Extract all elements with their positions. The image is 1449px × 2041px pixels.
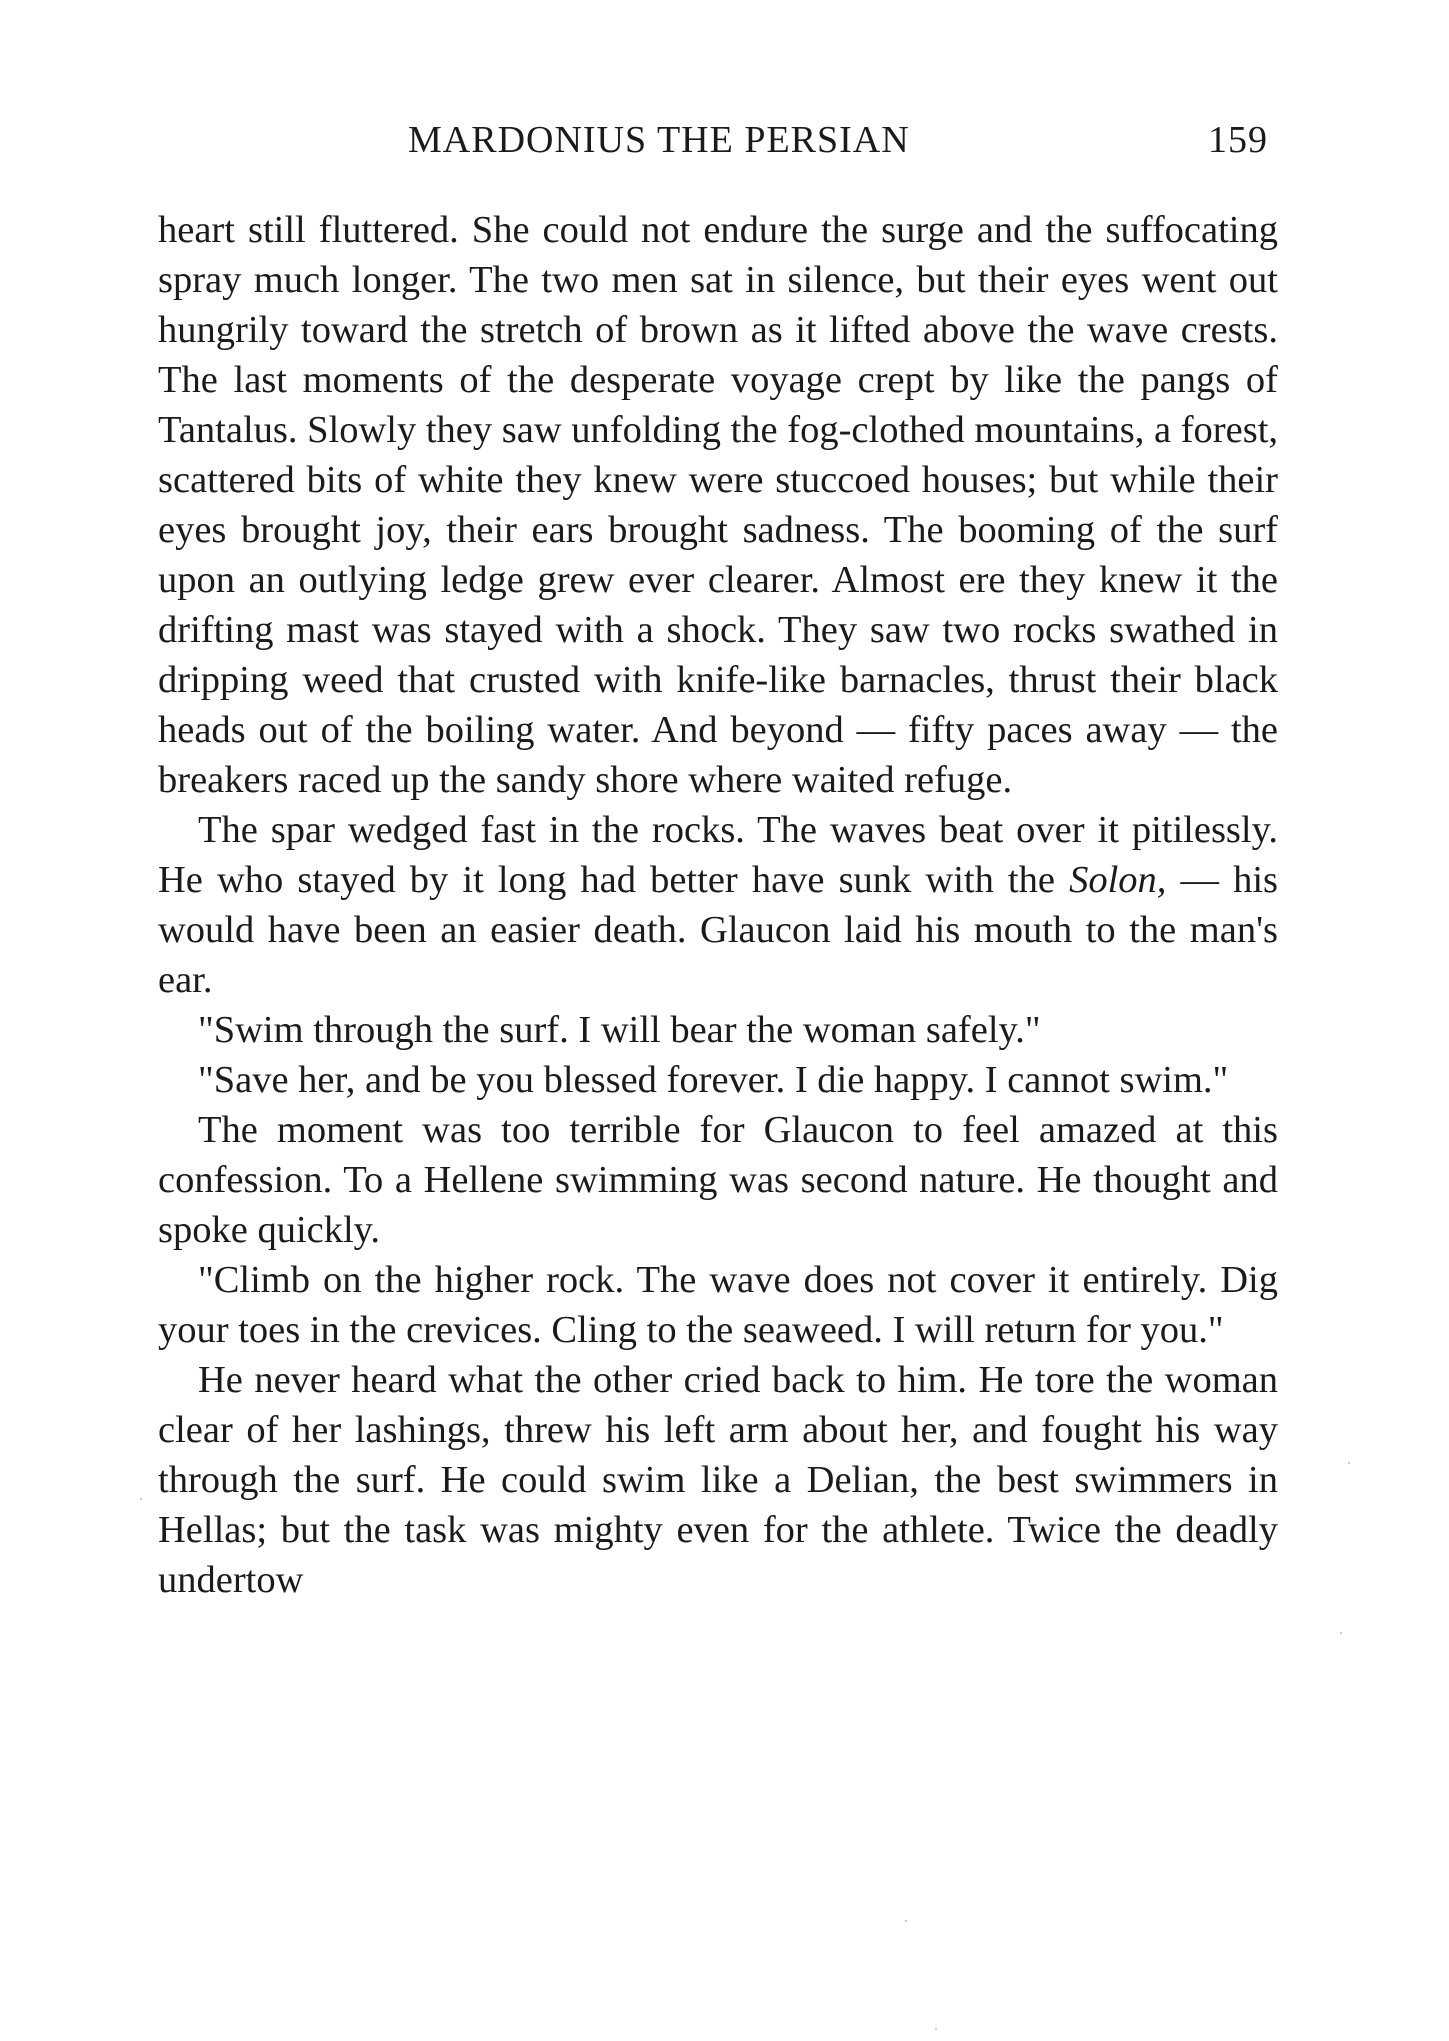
paragraph-5: The moment was too terrible for Glaucon to feel amazed at this confession. To a Hellene swimming was second nature. He thought and spoke quickly. xyxy=(158,1109,1278,1251)
page-number: 159 xyxy=(1208,119,1268,161)
paragraph-4: "Save her, and be you blessed forever. I die happy. I cannot swim." xyxy=(198,1059,1229,1101)
paragraph-2-text-before: The spar wedged fast in the rocks. The waves beat over it pitilessly. He who stayed by it long had better have sunk with the xyxy=(158,809,1278,901)
paper-speck xyxy=(905,1920,907,1922)
paper-speck xyxy=(1340,1632,1342,1634)
paper-speck xyxy=(1348,1462,1350,1464)
paper-speck xyxy=(935,2028,937,2030)
paragraph-7: He never heard what the other cried back to him. He tore the woman clear of her lashings, threw his left arm about her, and fought his way through the surf. He could swim like a Delian, the best swimmers in Hellas; but the task was mighty even for the athlete. Twice the deadly undertow xyxy=(158,1359,1278,1601)
ship-name-italic: Solon, xyxy=(1069,859,1167,901)
paragraph-2-text-after: — his would have been an easier death. Glaucon laid his mouth to the man's ear. xyxy=(158,859,1278,1001)
paper-speck xyxy=(140,1498,142,1500)
paragraph-2 xyxy=(158,805,1278,1005)
paragraph-3: "Swim through the surf. I will bear the woman safely." xyxy=(198,1009,1041,1051)
paragraph-1: heart still fluttered. She could not endure the surge and the suffocating spray much longer. The two men sat in silence, but their eyes went out hungrily toward the stretch of brown as it lifted above the wave crests. The last moments of the desperate voyage crept by like the pangs of Tantalus. Slowly they saw unfolding the fog-clothed mountains, a forest, scattered bits of white they knew were stuccoed houses; but while their eyes brought joy, their ears brought sadness. The booming of the surf upon an outlying ledge grew ever clearer. Almost ere they knew it the drifting mast was stayed with a shock. They saw two rocks swathed in dripping weed that crusted with knife-like barnacles, thrust their black heads out of the boiling water. And beyond — fifty paces away — the breakers raced up the sandy shore where waited refuge. xyxy=(158,209,1279,801)
body-text xyxy=(158,205,1278,1605)
paragraph-6: "Climb on the higher rock. The wave does not cover it entirely. Dig your toes in the crevices. Cling to the seaweed. I will return for you." xyxy=(158,1259,1278,1351)
page-header xyxy=(158,118,1268,170)
running-title: MARDONIUS THE PERSIAN xyxy=(408,119,910,161)
